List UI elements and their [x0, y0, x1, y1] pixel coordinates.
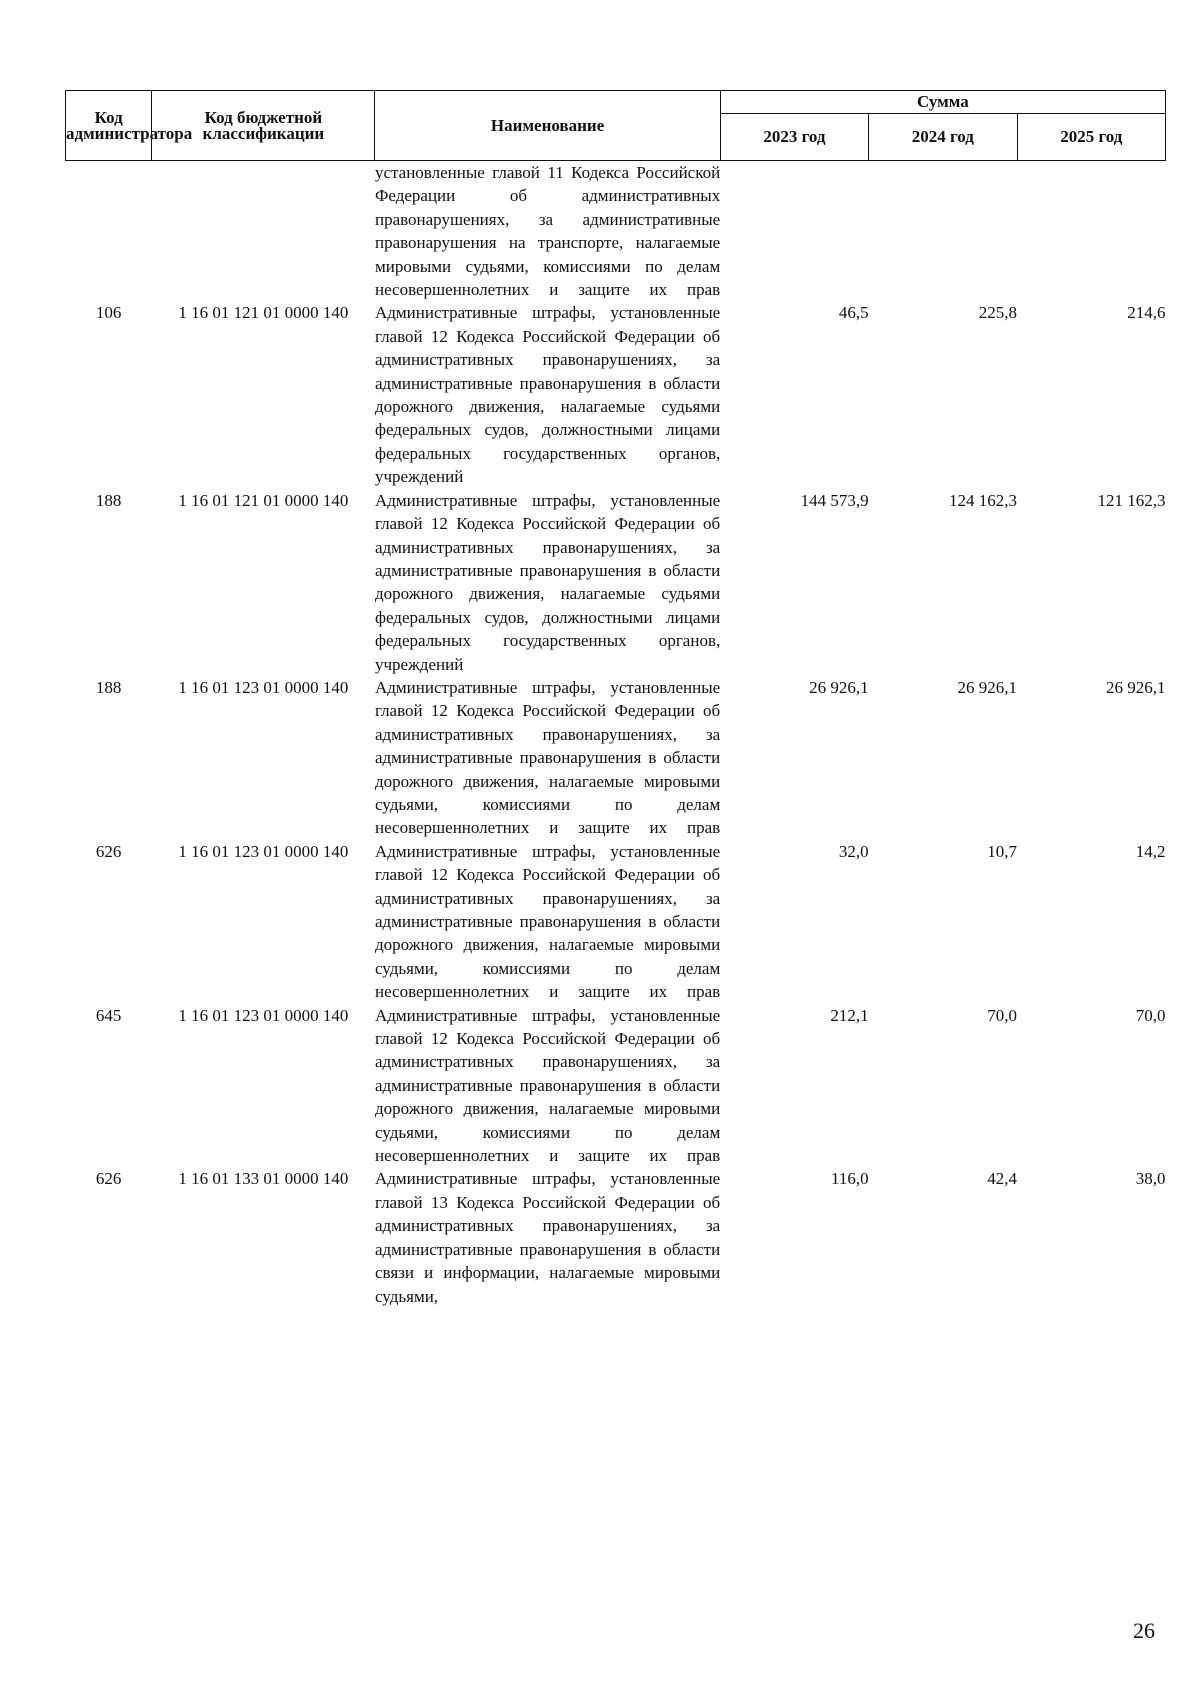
sum-2025-cell [1017, 161, 1165, 302]
budget-code-cell: 1 16 01 121 01 0000 140 [178, 303, 349, 323]
table-row [66, 676, 1166, 840]
sum-2025-cell: 14,2 [1135, 841, 1166, 861]
admin-code-cell: 188 [95, 490, 122, 510]
sum-2023-cell: 212,1 [830, 1005, 869, 1025]
sum-2023-cell [720, 161, 868, 302]
table-row [66, 1167, 1166, 1307]
sum-2025-cell: 26 926,1 [1106, 677, 1166, 697]
sum-2023-cell: 144 573,9 [800, 490, 869, 510]
table-row [66, 840, 1166, 1004]
budget-code-cell [152, 161, 375, 302]
sum-2025-cell: 38,0 [1135, 1169, 1166, 1189]
sum-2023-cell: 32,0 [838, 841, 869, 861]
name-cell: Административные штрафы, установленные главой 12 Кодекса Российской Федерации об административных правонарушениях, за административные правонарушения в области дорожного движения, налагаемые мировыми судьями, комиссиями по делам несовершеннолетних и защите их прав [374, 1005, 721, 1166]
admin-code-cell: 626 [95, 1169, 122, 1189]
budget-revenue-table [65, 90, 1166, 1308]
sum-2024-cell: 10,7 [987, 841, 1018, 861]
sum-2025-cell: 121 162,3 [1097, 490, 1166, 510]
sum-2023-cell: 116,0 [831, 1169, 869, 1189]
sum-2023-cell: 46,5 [838, 303, 869, 323]
budget-code-cell: 1 16 01 123 01 0000 140 [178, 1005, 349, 1025]
name-cell: Административные штрафы, установленные главой 12 Кодекса Российской Федерации об административных правонарушениях, за административные правонарушения в области дорожного движения, налагаемые судьями федеральных судов, должностными лицами федеральных государственных органов, учреждений [374, 303, 721, 487]
sum-2024-cell: 26 926,1 [957, 677, 1018, 697]
table-row [66, 301, 1166, 488]
sum-2025-cell: 70,0 [1135, 1005, 1166, 1025]
table-row [66, 161, 1166, 302]
sum-2025-cell: 214,6 [1127, 303, 1166, 323]
sum-2024-cell: 124 162,3 [949, 490, 1018, 510]
name-cell: Административные штрафы, установленные главой 12 Кодекса Российской Федерации об административных правонарушениях, за административные правонарушения в области дорожного движения, налагаемые мировыми судьями, комиссиями по делам несовершеннолетних и защите их прав [374, 841, 721, 1002]
sum-2023-cell: 26 926,1 [809, 677, 869, 697]
name-cell: установленные главой 11 Кодекса Российской Федерации об административных правонарушениях, за административные правонарушения на транспорте, налагаемые мировыми судьями, комиссиями по делам несовершеннолетних и защите их прав [374, 163, 721, 300]
header-name: Наименование [375, 91, 720, 161]
name-cell: Административные штрафы, установленные главой 13 Кодекса Российской Федерации об административных правонарушениях, за административные правонарушения в области связи и информации, налагаемые мировыми судьями, [374, 1169, 721, 1306]
name-cell: Административные штрафы, установленные главой 12 Кодекса Российской Федерации об административных правонарушениях, за административные правонарушения в области дорожного движения, налагаемые судьями федеральных судов, должностными лицами федеральных государственных органов, учреждений [374, 490, 721, 674]
sum-2024-cell: 42,4 [987, 1169, 1018, 1189]
admin-code-cell [66, 161, 152, 302]
budget-code-cell: 1 16 01 123 01 0000 140 [178, 677, 349, 697]
page-number: 26 [1133, 1618, 1155, 1643]
header-year-2024: 2024 год [869, 114, 1017, 161]
header-admin-code: Код администратора [66, 91, 152, 161]
name-cell: Административные штрафы, установленные главой 12 Кодекса Российской Федерации об административных правонарушениях, за административные правонарушения в области дорожного движения, налагаемые мировыми судьями, комиссиями по делам несовершеннолетних и защите их прав [374, 677, 721, 838]
header-sum: Сумма [720, 91, 1165, 114]
header-year-2025: 2025 год [1017, 114, 1165, 161]
admin-code-cell: 626 [95, 841, 122, 861]
sum-2024-cell [869, 161, 1017, 302]
admin-code-cell: 188 [95, 677, 122, 697]
table-row [66, 1004, 1166, 1168]
sum-2024-cell: 225,8 [978, 303, 1018, 323]
budget-code-cell: 1 16 01 133 01 0000 140 [178, 1169, 349, 1189]
budget-code-cell: 1 16 01 121 01 0000 140 [178, 490, 349, 510]
admin-code-cell: 645 [95, 1005, 122, 1025]
header-budget-code: Код бюджетной классификации [152, 91, 375, 161]
table-row [66, 489, 1166, 676]
admin-code-cell: 106 [95, 303, 122, 323]
header-year-2023: 2023 год [720, 114, 868, 161]
budget-code-cell: 1 16 01 123 01 0000 140 [178, 841, 349, 861]
sum-2024-cell: 70,0 [987, 1005, 1018, 1025]
